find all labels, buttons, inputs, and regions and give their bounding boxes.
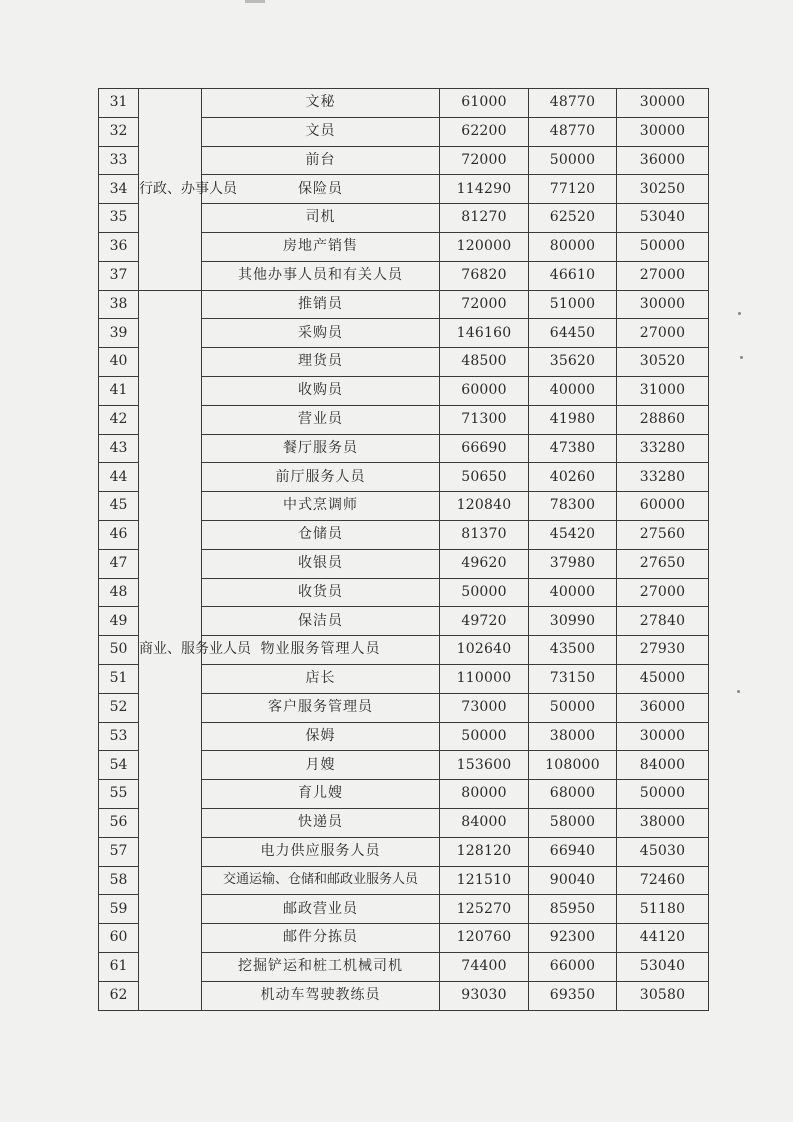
wage-median-cell: 77120: [529, 175, 617, 204]
occupation-cell: 保姆: [202, 722, 440, 751]
row-number: 47: [99, 549, 139, 578]
wage-high-cell: 72000: [440, 290, 529, 319]
wage-low-cell: 72460: [617, 866, 709, 895]
row-number: 55: [99, 780, 139, 809]
wage-high-cell: 153600: [440, 751, 529, 780]
row-number: 48: [99, 578, 139, 607]
wage-high-cell: 60000: [440, 376, 529, 405]
wage-median-cell: 48770: [529, 117, 617, 146]
wage-median-cell: 43500: [529, 636, 617, 665]
row-number: 39: [99, 319, 139, 348]
wage-median-cell: 45420: [529, 520, 617, 549]
wage-high-cell: 125270: [440, 895, 529, 924]
wage-median-cell: 48770: [529, 89, 617, 118]
wage-median-cell: 92300: [529, 924, 617, 953]
row-number: 58: [99, 866, 139, 895]
occupation-cell: 客户服务管理员: [202, 693, 440, 722]
wage-median-cell: 62520: [529, 204, 617, 233]
wage-high-cell: 48500: [440, 348, 529, 377]
wage-low-cell: 30000: [617, 290, 709, 319]
row-number: 33: [99, 146, 139, 175]
wage-median-cell: 69350: [529, 981, 617, 1010]
wage-median-cell: 58000: [529, 808, 617, 837]
wage-low-cell: 33280: [617, 434, 709, 463]
occupation-cell: 前厅服务人员: [202, 463, 440, 492]
wage-low-cell: 84000: [617, 751, 709, 780]
wage-low-cell: 28860: [617, 405, 709, 434]
row-number: 50: [99, 636, 139, 665]
wage-low-cell: 33280: [617, 463, 709, 492]
wage-high-cell: 50000: [440, 722, 529, 751]
wage-low-cell: 50000: [617, 232, 709, 261]
wage-low-cell: 50000: [617, 780, 709, 809]
row-number: 59: [99, 895, 139, 924]
wage-median-cell: 68000: [529, 780, 617, 809]
wage-low-cell: 51180: [617, 895, 709, 924]
occupation-cell: 司机: [202, 204, 440, 233]
wage-high-cell: 66690: [440, 434, 529, 463]
wage-low-cell: 30000: [617, 89, 709, 118]
wage-low-cell: 31000: [617, 376, 709, 405]
wage-low-cell: 27000: [617, 319, 709, 348]
wage-low-cell: 44120: [617, 924, 709, 953]
occupation-cell: 文员: [202, 117, 440, 146]
occupation-cell: 物业服务管理人员: [202, 636, 440, 665]
wage-low-cell: 27560: [617, 520, 709, 549]
occupation-cell: 推销员: [202, 290, 440, 319]
wage-high-cell: 50000: [440, 578, 529, 607]
wage-high-cell: 81370: [440, 520, 529, 549]
wage-low-cell: 30000: [617, 722, 709, 751]
wage-high-cell: 81270: [440, 204, 529, 233]
wage-median-cell: 40260: [529, 463, 617, 492]
row-number: 36: [99, 232, 139, 261]
wage-median-cell: 85950: [529, 895, 617, 924]
wage-high-cell: 121510: [440, 866, 529, 895]
row-number: 34: [99, 175, 139, 204]
wage-median-cell: 73150: [529, 664, 617, 693]
wage-high-cell: 80000: [440, 780, 529, 809]
wage-median-cell: 41980: [529, 405, 617, 434]
wage-high-cell: 73000: [440, 693, 529, 722]
wage-high-cell: 128120: [440, 837, 529, 866]
wage-median-cell: 35620: [529, 348, 617, 377]
wage-low-cell: 27840: [617, 607, 709, 636]
wage-low-cell: 53040: [617, 952, 709, 981]
row-number: 42: [99, 405, 139, 434]
wage-high-cell: 84000: [440, 808, 529, 837]
wage-median-cell: 64450: [529, 319, 617, 348]
wage-median-cell: 66940: [529, 837, 617, 866]
occupation-cell: 保洁员: [202, 607, 440, 636]
wage-table: [98, 88, 709, 1011]
wage-median-cell: 40000: [529, 376, 617, 405]
wage-high-cell: 120000: [440, 232, 529, 261]
wage-high-cell: 74400: [440, 952, 529, 981]
occupation-cell: 邮件分拣员: [202, 924, 440, 953]
row-number: 51: [99, 664, 139, 693]
wage-high-cell: 49620: [440, 549, 529, 578]
table-row: [99, 89, 709, 118]
row-number: 32: [99, 117, 139, 146]
wage-table-body: [99, 89, 709, 1011]
scan-speck: [738, 312, 741, 315]
wage-low-cell: 30580: [617, 981, 709, 1010]
wage-high-cell: 71300: [440, 405, 529, 434]
wage-high-cell: 61000: [440, 89, 529, 118]
wage-low-cell: 30000: [617, 117, 709, 146]
wage-median-cell: 46610: [529, 261, 617, 290]
wage-high-cell: 62200: [440, 117, 529, 146]
wage-high-cell: 110000: [440, 664, 529, 693]
row-number: 41: [99, 376, 139, 405]
wage-high-cell: 120840: [440, 492, 529, 521]
row-number: 45: [99, 492, 139, 521]
wage-median-cell: 66000: [529, 952, 617, 981]
wage-high-cell: 146160: [440, 319, 529, 348]
occupation-cell: 收购员: [202, 376, 440, 405]
row-number: 37: [99, 261, 139, 290]
scan-mark: [245, 0, 265, 3]
occupation-cell: 仓储员: [202, 520, 440, 549]
occupation-cell: 交通运输、仓储和邮政业服务人员: [202, 866, 440, 895]
scan-speck: [737, 690, 740, 693]
row-number: 61: [99, 952, 139, 981]
wage-high-cell: 114290: [440, 175, 529, 204]
wage-low-cell: 30520: [617, 348, 709, 377]
wage-low-cell: 36000: [617, 693, 709, 722]
wage-median-cell: 47380: [529, 434, 617, 463]
wage-low-cell: 60000: [617, 492, 709, 521]
wage-high-cell: 120760: [440, 924, 529, 953]
wage-high-cell: 72000: [440, 146, 529, 175]
row-number: 60: [99, 924, 139, 953]
occupation-cell: 保险员: [202, 175, 440, 204]
wage-low-cell: 27000: [617, 261, 709, 290]
table-row: [99, 290, 709, 319]
row-number: 43: [99, 434, 139, 463]
wage-median-cell: 30990: [529, 607, 617, 636]
wage-high-cell: 102640: [440, 636, 529, 665]
wage-low-cell: 53040: [617, 204, 709, 233]
scan-speck: [740, 356, 743, 359]
wage-median-cell: 40000: [529, 578, 617, 607]
wage-low-cell: 27000: [617, 578, 709, 607]
occupation-cell: 中式烹调师: [202, 492, 440, 521]
category-cell: 行政、办事人员: [139, 89, 202, 291]
row-number: 54: [99, 751, 139, 780]
row-number: 56: [99, 808, 139, 837]
row-number: 40: [99, 348, 139, 377]
row-number: 57: [99, 837, 139, 866]
wage-median-cell: 80000: [529, 232, 617, 261]
occupation-cell: 前台: [202, 146, 440, 175]
occupation-cell: 挖掘铲运和桩工机械司机: [202, 952, 440, 981]
occupation-cell: 文秘: [202, 89, 440, 118]
row-number: 35: [99, 204, 139, 233]
row-number: 49: [99, 607, 139, 636]
occupation-cell: 育儿嫂: [202, 780, 440, 809]
occupation-cell: 店长: [202, 664, 440, 693]
wage-high-cell: 50650: [440, 463, 529, 492]
row-number: 53: [99, 722, 139, 751]
wage-median-cell: 37980: [529, 549, 617, 578]
occupation-cell: 营业员: [202, 405, 440, 434]
wage-median-cell: 50000: [529, 693, 617, 722]
row-number: 44: [99, 463, 139, 492]
wage-low-cell: 36000: [617, 146, 709, 175]
wage-low-cell: 27650: [617, 549, 709, 578]
occupation-cell: 收货员: [202, 578, 440, 607]
wage-median-cell: 50000: [529, 146, 617, 175]
occupation-cell: 餐厅服务员: [202, 434, 440, 463]
wage-low-cell: 45000: [617, 664, 709, 693]
wage-low-cell: 45030: [617, 837, 709, 866]
occupation-cell: 其他办事人员和有关人员: [202, 261, 440, 290]
row-number: 38: [99, 290, 139, 319]
wage-median-cell: 90040: [529, 866, 617, 895]
occupation-cell: 月嫂: [202, 751, 440, 780]
wage-median-cell: 51000: [529, 290, 617, 319]
occupation-cell: 邮政营业员: [202, 895, 440, 924]
row-number: 46: [99, 520, 139, 549]
row-number: 62: [99, 981, 139, 1010]
wage-low-cell: 38000: [617, 808, 709, 837]
wage-high-cell: 93030: [440, 981, 529, 1010]
wage-median-cell: 38000: [529, 722, 617, 751]
wage-high-cell: 76820: [440, 261, 529, 290]
wage-median-cell: 78300: [529, 492, 617, 521]
row-number: 52: [99, 693, 139, 722]
wage-low-cell: 30250: [617, 175, 709, 204]
occupation-cell: 电力供应服务人员: [202, 837, 440, 866]
wage-low-cell: 27930: [617, 636, 709, 665]
wage-high-cell: 49720: [440, 607, 529, 636]
occupation-cell: 理货员: [202, 348, 440, 377]
wage-median-cell: 108000: [529, 751, 617, 780]
row-number: 31: [99, 89, 139, 118]
category-cell: 商业、服务业人员: [139, 290, 202, 1010]
occupation-cell: 快递员: [202, 808, 440, 837]
occupation-cell: 采购员: [202, 319, 440, 348]
occupation-cell: 房地产销售: [202, 232, 440, 261]
occupation-cell: 机动车驾驶教练员: [202, 981, 440, 1010]
occupation-cell: 收银员: [202, 549, 440, 578]
